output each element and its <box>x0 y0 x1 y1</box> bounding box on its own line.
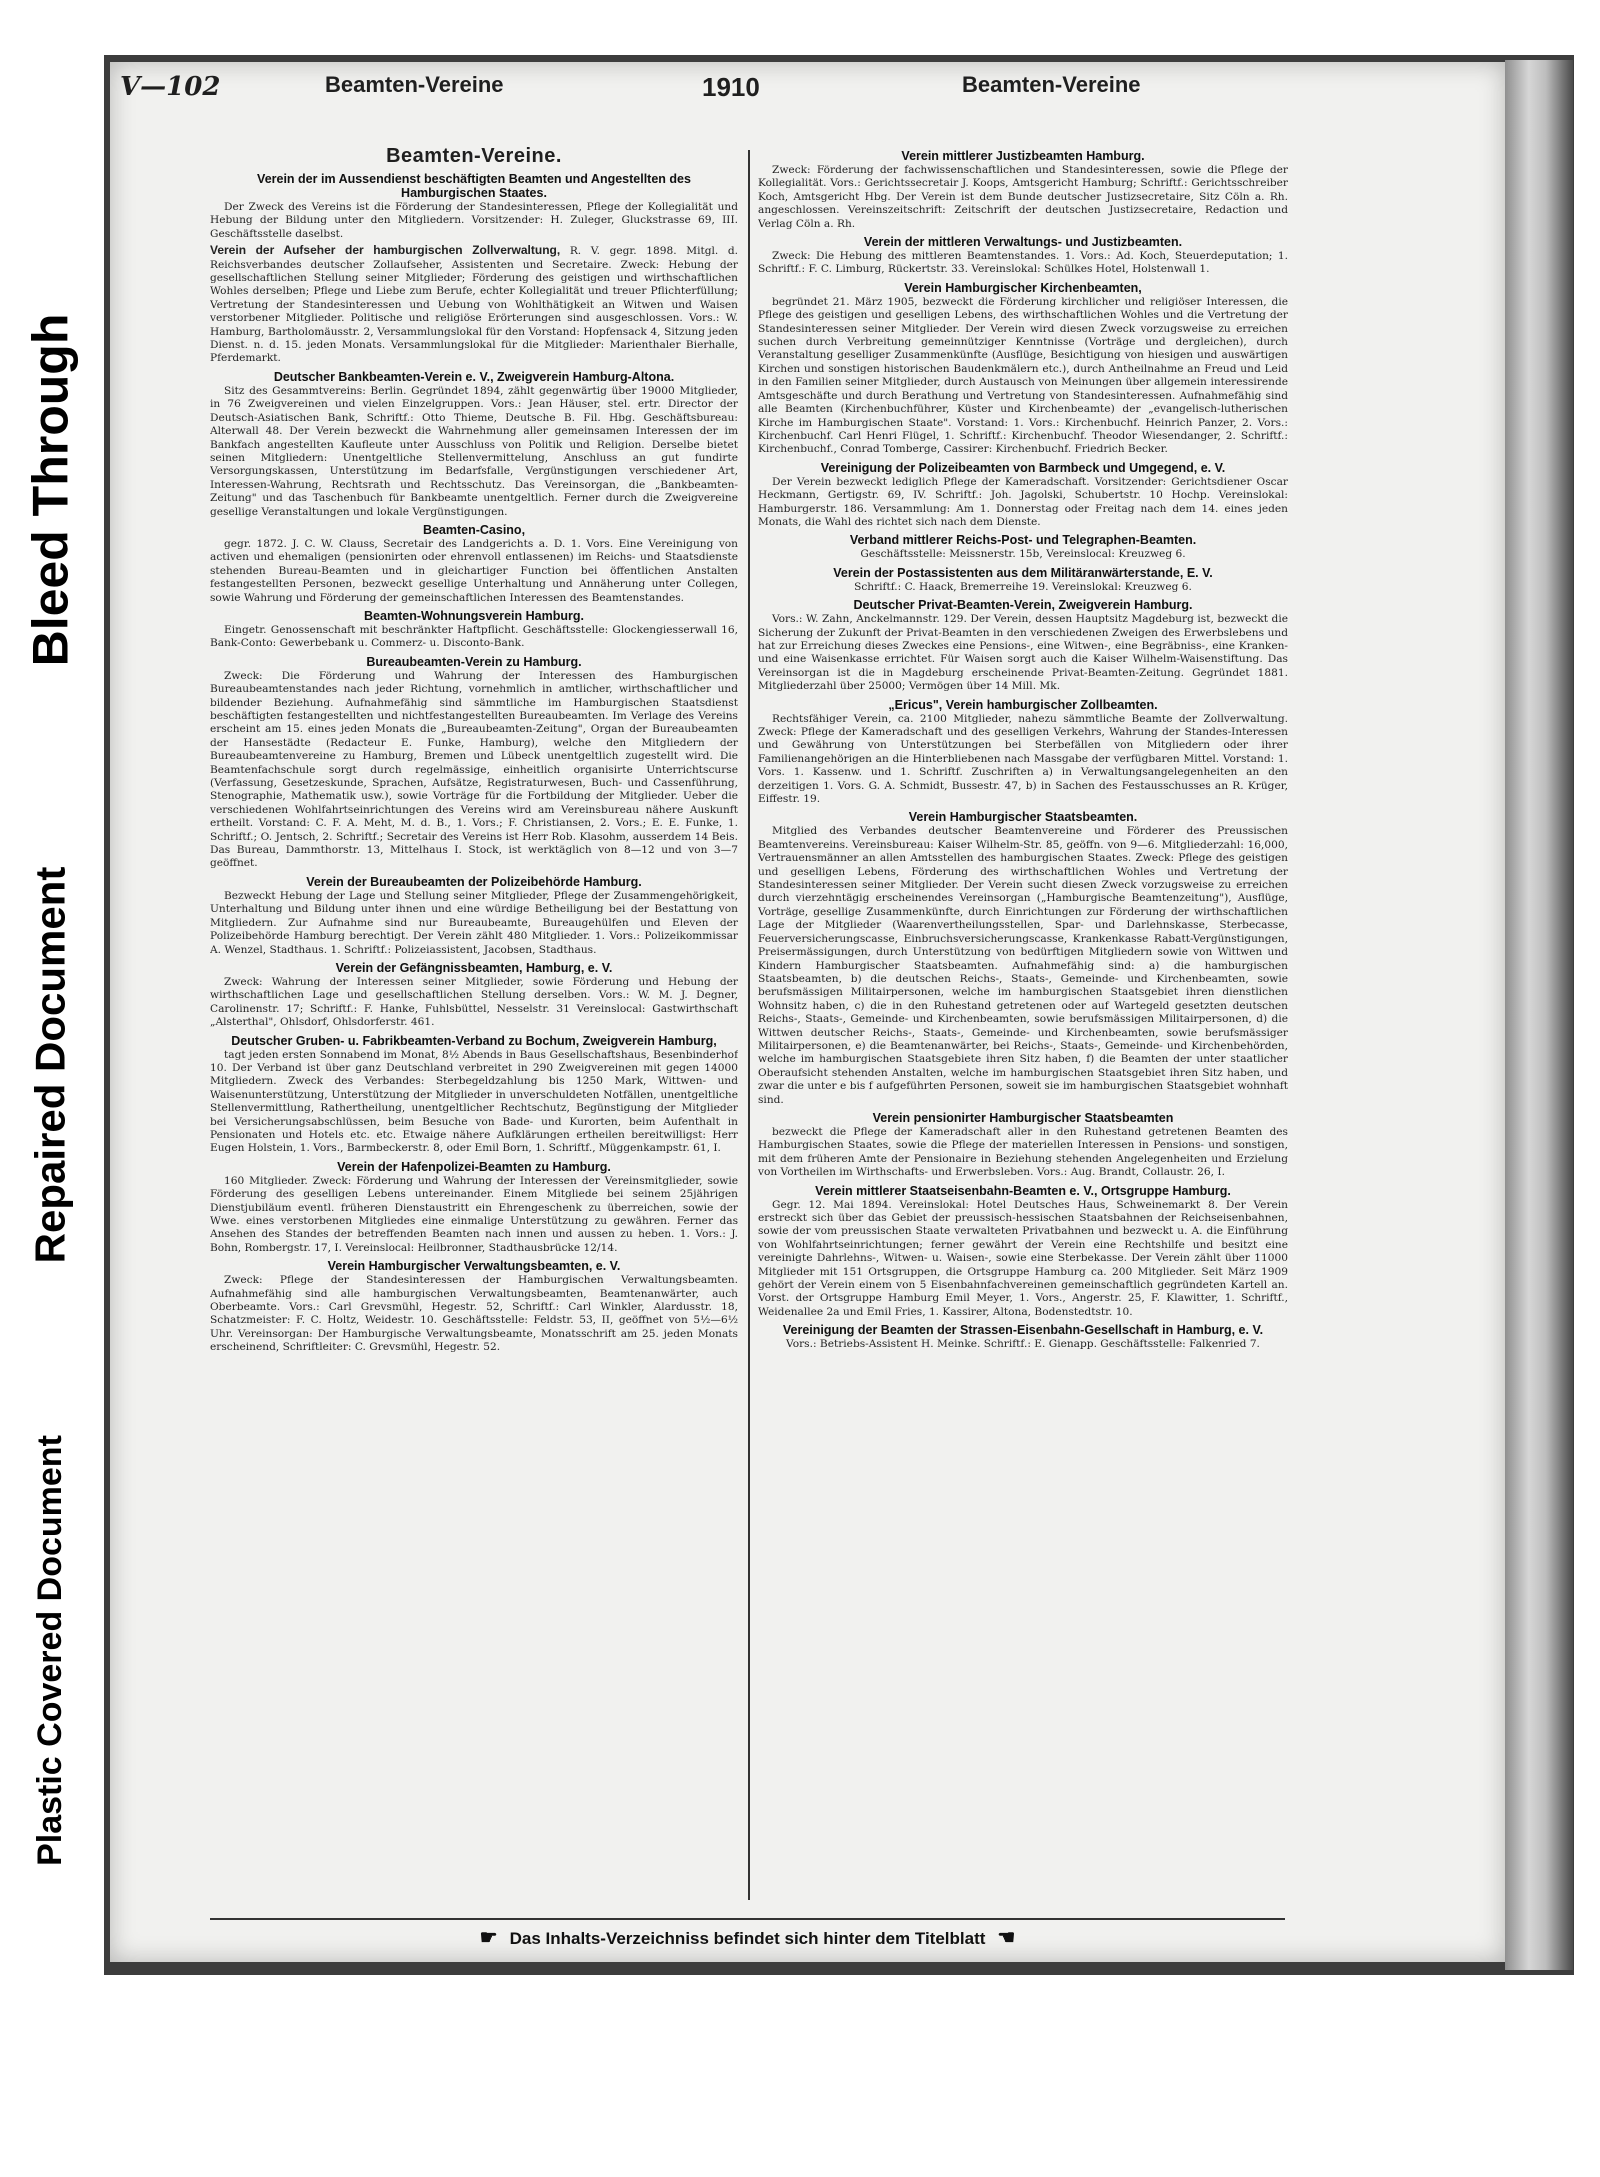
association-entry <box>210 244 738 366</box>
association-entry <box>758 566 1288 594</box>
association-description <box>210 244 738 366</box>
association-description: gegr. 1872. J. C. W. Clauss, Secretair des Landgerichts a. D. 1. Vors. Eine Vereinigung von activen und ehemaligen (pensionirten oder ehrenvoll entlassenen) im Reichs- und Staatsdienste stehenden Bureau-Beamten und in gleichartiger Function bei öffentlichen Anstalten festangestellten Personen, bezweckt gesellige Unterhaltung und Annäherung unter Collegen, sowie Wahrung und Förderung der gemeinschaftlichen Interessen des Beamtenstandes. <box>210 537 738 604</box>
running-head-right: Beamten-Vereine <box>962 72 1141 97</box>
association-title: Verein pensionirter Hamburgischer Staatsbeamten <box>872 1110 1174 1125</box>
association-entry <box>210 655 738 871</box>
association-title: Deutscher Gruben- u. Fabrikbeamten-Verband zu Bochum, Zweigverein Hamburg, <box>231 1033 717 1048</box>
running-head-year: 1910 <box>702 72 760 102</box>
association-entry <box>758 149 1288 231</box>
association-title: Verein mittlerer Justizbeamten Hamburg. <box>901 149 1145 163</box>
association-entry <box>210 370 738 519</box>
association-text: R. V. gegr. 1898. Mitgl. d. Reichsverbandes deutscher Zollaufseher, Assistenten und Secretaire. Zweck: Hebung der gesellschaftlichen Stellung seiner Mitglieder; Förderung des geistigen und wirthschaftlichen Wohles derselben; Pflege und Liebe zum Berufe, echter Kollegialität und treuer Pflichterfüllung; Vertretung der Standesinteressen und Uebung von Wohlthätigkeit an Witwen und Waisen verstorbener Mitglieder. Politische und religiöse Erörterungen sind ausgeschlossen. Vors.: W. Hamburg, Bartholomäusstr. 2, Versammlungslokal für den Vorstand: Hopfensack 4, Sitzung jeden Dienst. n. d. 15. jeden Monats. Versammlungslokal für die Mitglieder: Marienthaler Bierhalle, Pferdemarkt. <box>210 245 738 365</box>
association-entry <box>210 1034 738 1156</box>
association-description: tagt jeden ersten Sonnabend im Monat, 8½ Abends in Baus Gesellschaftshaus, Besenbinderhof 10. Der Verband ist über ganz Deutschland verbreitet in 290 Zweigvereinen mit gegen 14000 Mitgliedern. Zweck des Verbandes: Sterbegeldzahlung bis 1250 Mark, Wittwen- und Waisenunterstützung, Unterstützung der Mitglieder in unverschuldeten Notfällen, unentgeltliche Stellenvermittlung, Rathertheilung, unentgeltlicher Rechtschutz, Begünstigung der Mitglieder bei Versicherungsabschlüssen, beim Besuche von Bade- und Kurorten, beim Aufenthalt in Pensionaten und Hotels etc. etc. Etwaige nähere Aufklärungen ertheilen bereitwilligst: Herr Eugen Holstein, 1. Vors., Barmbeckerstr. 8, oder Emil Born, 1. Schriftf., Müggenkampstr. 61, I. <box>210 1048 738 1155</box>
association-title: Verein Hamburgischer Kirchenbeamten, <box>904 280 1142 295</box>
association-entry <box>758 598 1288 693</box>
association-entry <box>210 961 738 1030</box>
association-description: begründet 21. März 1905, bezweckt die Förderung kirchlicher und religiöser Interessen, die Pflege des geistigen und geselligen Lebens, des wirthschaftlichen Wohles und die Vertretung der Standesinteressen seiner Mitglieder. Der Verein wird diesen Zweck vorzugsweise zu erreichen suchen durch Verbreitung gemeinnütziger Kenntnisse (Vorträge und dergleichen), durch Veranstaltung geselliger Zusammenkünfte (Ausflüge, Besichtigung von hiesigen und auswärtigen Kirchen und sonstigen historischen Baudenkmälern etc.), durch Antheilnahme an Freud und Leid in den Familien seiner Mitglieder, durch Austausch von Meinungen über allgemein interessirende Amtsgeschäfte und durch Berathung und Vertretung von Standesinteressen. Aufnahmefähig sind alle Beamten (Kirchenbuchführer, Küster und Kirchenbeamte) der „evangelisch-lutherischen Kirche im Hamburgischen Staate". Vorstand: 1. Vors.: Kirchenbuchf. Heinrich Panzer, 2. Vors.: Kirchenbuchf. Carl Henri Flügel, 1. Schriftf.: Kirchenbuchf. Theodor Wiesendanger, 2. Schriftf.: Kirchenbuchf., Conrad Tomberge, Cassirer: Kirchenbuchf. Friedrich Becker. <box>758 295 1288 456</box>
association-title: Verein der Postassistenten aus dem Militäranwärterstande, E. V. <box>833 565 1213 580</box>
association-entry <box>758 461 1288 530</box>
association-title: Beamten-Wohnungsverein Hamburg. <box>364 608 584 623</box>
column-divider <box>748 150 750 1900</box>
association-title: „Ericus", Verein hamburgischer Zollbeamten. <box>888 697 1158 712</box>
association-entry <box>210 523 738 605</box>
bleed-through-label: Bleed Through <box>22 313 79 667</box>
association-description: Bezweckt Hebung der Lage und Stellung seiner Mitglieder, Pflege der Zusammengehörigkeit, Unterhaltung und Bildung unter ihnen und eine würdige Betheiligung bei der Bestattung von Mitgliedern. Zur Aufnahme sind nur Bureaubeamte, Bureaugehülfen und Eleven der Polizeibehörde Hamburg berechtigt. Der Verein zählt 480 Mitglieder. 1. Vors.: Polizeikommissar A. Wenzel, Stadthaus. 1. Schriftf.: Polizeiassistent, Jacobsen, Stadthaus. <box>210 889 738 956</box>
section-heading: Beamten-Vereine. <box>386 145 562 167</box>
repaired-document-label: Repaired Document <box>26 866 73 1264</box>
association-entry <box>210 1259 738 1354</box>
association-description: Zweck: Wahrung der Interessen seiner Mitglieder, sowie Förderung und Hebung der wirthschaftlichen Lage und gesellschaftlichen Stellung derselben. Vors.: W. M. J. Degner, Carolinenstr. 17; Schriftf.: F. Hanke, Fuhlsbüttel, Nesselstr. 31 Vereinslocal: Gastwirthschaft „Alsterthal", Ohlsdorf, Ohlsdorferstr. 461. <box>210 975 738 1029</box>
association-entry <box>758 698 1288 807</box>
running-head-left: Beamten-Vereine <box>325 72 504 97</box>
association-description: 160 Mitglieder. Zweck: Förderung und Wahrung der Interessen der Vereinsmitglieder, sowie Förderung des geselligen Lebens untereinander. Einem Mitgliede bei seinem 25jährigen Dienstjubiläum eventl. früheren Dienstaustritt ein Ehrengeschenk zu überreichen, sowie der Wwe. eines verstorbenen Mitgliedes eine einmalige Unterstützung zu gewähren. Ferner das Ansehen des Standes der betreffenden Beamten nach innen und aussen zu heben. 1. Vors.: J. Bohn, Rombergstr. 17, I. Vereinslocal: Heilbronner, Stadthausbrücke 12/14. <box>210 1174 738 1254</box>
association-entry <box>758 810 1288 1107</box>
association-title: Vereinigung der Beamten der Strassen-Eisenbahn-Gesellschaft in Hamburg, e. V. <box>782 1323 1264 1338</box>
association-title: Bureaubeamten-Verein zu Hamburg. <box>366 654 582 669</box>
association-description: Zweck: Pflege der Standesinteressen der Hamburgischen Verwaltungsbeamten. Aufnahmefähig sind alle hamburgischen Verwaltungsbeamten, Beamtenanwärter, auch Oberbeamte. Vors.: Carl Grevsmühl, Hegestr. 52, Schriftf.: Carl Winkler, Alardusstr. 18, Schatzmeister: F. C. Holtz, Weidestr. 10. Geschäftsstelle: Feldstr. 53, II, geöffnet von 5½—6½ Uhr. Vereinsorgan: Der Hamburgische Verwaltungsbeamte, Monatsschrift am 25. jeden Monats erscheinend, Schriftleiter: C. Grevsmühl, Hegestr. 52. <box>210 1274 738 1354</box>
left-column <box>210 145 738 1905</box>
association-description: Zweck: Die Hebung des mittleren Beamtenstandes. 1. Vors.: Ad. Koch, Steuerdeputation; 1. Schriftf.: F. C. Limburg, Rückertstr. 33. Vereinslokal: Schülkes Hotel, Holstenwall 1. <box>758 250 1288 276</box>
scan-edge <box>1505 60 1573 1970</box>
footer-rule <box>210 1918 1285 1920</box>
association-title: Verein Hamburgischer Staatsbeamten. <box>908 810 1138 825</box>
pointing-hand-right-icon: ☛ <box>479 1927 498 1949</box>
association-entry <box>758 1111 1288 1180</box>
association-description: bezweckt die Pflege der Kameradschaft aller in den Ruhestand getretenen Beamten des Hamburgischen Staates, sowie die Pflege der materiellen Interessen in Pensions- und sonstigen, mit dem früheren Amte der Pensionaire in Beziehung stehenden Angelegenheiten und Erzielung von Vortheilen im Wirthschafts- und Erwerbsleben. Vors.: Aug. Brandt, Collaustr. 26, I. <box>758 1125 1288 1179</box>
association-title: Verein Hamburgischer Verwaltungsbeamten, e. V. <box>327 1259 621 1274</box>
association-description: Rechtsfähiger Verein, ca. 2100 Mitglieder, nahezu sämmtliche Beamte der Zollverwaltung. Zweck: Pflege der Kameradschaft und des geselligen Verkehrs, Wahrung der Standes-Interessen und Gewährung von Unterstützungen bei Sterbefällen von Mitgliedern oder ihrer Familienangehörigen an die Hinterbliebenen nach Massgabe der verfügbaren Mittel. Vorstand: 1. Vors. 1. Kassenw. und 1. Schriftf. Zuschriften a) in Verwaltungsangelegenheiten an den derzeitigen 1. Vors. G. A. Schmidt, Bussestr. 47, b) in Sachen des Festausschusses an R. Krüger, Eiffestr. 19. <box>758 712 1288 806</box>
association-description: Geschäftsstelle: Meissnerstr. 15b, Vereinslocal: Kreuzweg 6. <box>860 548 1186 561</box>
association-title: Verein der Hafenpolizei-Beamten zu Hamburg. <box>337 1159 611 1174</box>
pointing-hand-left-icon: ☚ <box>997 1927 1016 1949</box>
association-entry <box>210 609 738 651</box>
association-description: Eingetr. Genossenschaft mit beschränkter Haftpflicht. Geschäftsstelle: Glockengiesserwall 16, Bank-Conto: Gewerbebank u. Commerz- u. Disconto-Bank. <box>210 623 738 650</box>
association-entry <box>758 1323 1288 1351</box>
association-title: Verein der Aufseher der hamburgischen Zollverwaltung, <box>210 243 561 258</box>
association-description: Der Verein bezweckt lediglich Pflege der Kameradschaft. Vorsitzender: Gerichtsdiener Oscar Heckmann, Gertigstr. 69, IV. Schriftf.: Joh. Jagolski, Schubertstr. 10 Hochp. Vereinslokal: Hamburgerstr. 186. Versammlung: Am 1. Donnerstag oder Freitag nach dem 14. eines jeden Monats, die Wahl des richtet sich nach dem Dienste. <box>758 475 1288 528</box>
association-title: Verein der im Aussendienst beschäftigten Beamten und Angestellten des Hamburgischen Staates. <box>257 172 691 200</box>
association-description: Vors.: Betriebs-Assistent H. Meinke. Schriftf.: E. Gienapp. Geschäftsstelle: Falkenried 7. <box>786 1338 1260 1351</box>
association-description: Der Zweck des Vereins ist die Förderung der Standesinteressen, Pflege der Kollegialität und Hebung der Bildung unter den Mitgliedern. Vorsitzender: H. Zuleger, Gluckstrasse 69, III. Geschäftsstelle daselbst. <box>210 201 738 240</box>
association-title: Deutscher Bankbeamten-Verein e. V., Zweigverein Hamburg-Altona. <box>273 369 675 384</box>
association-entry <box>210 875 738 957</box>
association-title: Verein mittlerer Staatseisenbahn-Beamten e. V., Ortsgruppe Hamburg. <box>815 1183 1231 1198</box>
association-title: Verein der mittleren Verwaltungs- und Justizbeamten. <box>863 235 1183 250</box>
association-title: Vereinigung der Polizeibeamten von Barmbeck und Umgegend, e. V. <box>820 460 1226 475</box>
page-number: V—102 <box>120 72 221 102</box>
association-entry <box>210 172 738 241</box>
association-title: Deutscher Privat-Beamten-Verein, Zweigverein Hamburg. <box>853 598 1193 613</box>
plastic-covered-label: Plastic Covered Document <box>30 1434 69 1866</box>
association-title: Verband mittlerer Reichs-Post- und Telegraphen-Beamten. <box>849 533 1197 548</box>
association-description: Gegr. 12. Mai 1894. Vereinslokal: Hotel Deutsches Haus, Schweinemarkt 8. Der Verein erstreckt sich über das Gebiet der preussisch-hessischen Staatsbahnen der Reichseisenbahnen, sowie der vom preussischen Staate verwalteten Privatbahnen und bezweckt u. A. die Einführung von Wohlfahrtseinrichtungen; ferner gewährt der Verein eine Rechtshilfe und besitzt eine vereinigte Dahrlehns-, Witwen- u. Waisen-, sowie eine Sterbekasse. Der Verein zählt über 11000 Mitglieder mit 151 Ortsgruppen, die Ortsgruppe Hamburg ca. 200 Mitglieder. Seit März 1909 gehört der Verein einem von 5 Eisenbahnfachvereinen gemeinschaftlich gegründeten Kartell an. Vorst. der Ortsgruppe Hamburg Emil Meyer, 1. Vors., Angerstr. 25, F. Klawitter, 1. Schriftf., Weidenallee 2a und Emil Fries, 1. Kassirer, Altona, Bodenstedtstr. 10. <box>758 1198 1288 1318</box>
association-description: Vors.: W. Zahn, Anckelmannstr. 129. Der Verein, dessen Hauptsitz Magdeburg ist, bezweckt die Sicherung der Zukunft der Privat-Beamten in den verschiedenen Zweigen des Erwerbslebens und hat zur Erreichung dieses Zweckes eine Pensions-, eine Witwen-, eine Begräbniss-, eine Kranken- und eine Waisenkasse errichtet. Für Waisen sorgt auch die Kaiser Wilhelm-Waisenstiftung. Das Vereinsorgan ist die in Magdeburg erscheinende Privat-Beamten-Zeitung. Gegründet 1881. Mitgliederzahl über 25000; Vermögen über 14 Mill. Mk. <box>758 613 1288 693</box>
association-entry <box>210 1160 738 1255</box>
association-description: Sitz des Gesammtvereins: Berlin. Gegründet 1894, zählt gegenwärtig über 19000 Mitglieder, in 76 Zweigvereinen und vielen Einzelgruppen. Vors.: Jean Häuser, stel. ertr. Director der Deutsch-Asiatischen Bank, Schriftf.: Otto Thieme, Deutsche B. Fil. Hbg. Geschäftsbureau: Alterwall 48. Der Verein bezweckt die Wahrnehmung aller gemeinsamen Interessen der im Bankfach angestellten Kaufleute unter Ausschluss von Politik und Religion. Derselbe bietet seinen Mitgliedern: Unentgeltliche Stellenvermittelung, Anschluss an gut fundirte Versorgungskassen, Unterstützung im Bedarfsfalle, Vergünstigungen verschiedener Art, Interessen-Wahrung, Rechtsrath und Rechtsschutz. Das Vereinsorgan, die „Bankbeamten-Zeitung" und das Taschenbuch für Bankbeamte unentgeltlich. Ferner durch die Zweigvereine gesellige Veranstaltungen und lokale Vergünstigungen. <box>210 384 738 518</box>
association-description: Mitglied des Verbandes deutscher Beamtenvereine und Förderer des Preussischen Beamtenvereins. Vereinsbureau: Kaiser Wilhelm-Str. 85, geöffn. von 9—6. Mitgliederzahl: 16,000, Vertrauensmänner an allen Amtsstellen des hamburgischen Staates. Zweck: Pflege des geistigen und geselligen Lebens, Förderung des wirthschaftlichen Wohles und Vertretung der Standesinteressen seiner Mitglieder. Der Verein sucht diesen Zweck vorzugsweise zu erreichen durch vierzehntägig erscheinendes Vereinsorgan („Hamburgische Beamtenzeitung"), Ausflüge, Vorträge, gesellige Zusammenkünfte, durch Einrichtungen zur Förderung der wirthschaftlichen Lage der Mitglieder (Waarenvertheilungsstellen, Spar- und Darlehnskasse, Sterbecasse, Feuerversicherungscasse, Einbruchsversicherungscasse, Krankenkasse Rabatt-Vergünstigungen, Preisermässigungen, durch Unterstützung von bedürftigen Mitgliedern sowie von Wittwen und Kindern Hamburgischer Staatsbeamten. Aufnahmefähig sind: a) die hamburgischen Staatsbeamten, b) die deutschen Reichs-, Staats-, Gemeinde- und Kirchenbeamten, sowie berufsmässigen Militairpersonen, welche im hamburgischen Staatsgebiet ihren dienstlichen Wohnsitz haben, c) die in den Ruhestand getretenen oder auf Wartegeld gesetzten deutschen Reichs-, Staats-, Gemeinde- und Kirchenbeamten, sowie berufsmässigen Militairpersonen, d) die Wittwen deutscher Reichs-, Staats-, Gemeinde- und Kirchenbeamten, sowie berufsmässiger Militairpersonen, e) die Beamtenanwärter, bei Reichs-, Staats-, Gemeinde- und Kirchenbehörden, welche im hamburgischen Staatsgebiete ihren Sitz haben, f) die Beamten der unter staatlicher Oberaufsicht stehenden Anstalten, welche im hamburgischen Staatsgebiet ihren Sitz haben, und zwar die unter e bis f aufgeführten Personen, soweit sie im hamburgischen Staatsgebiet wohnhaft sind. <box>758 825 1288 1106</box>
association-entry <box>758 281 1288 457</box>
association-description: Zweck: Die Förderung und Wahrung der Interessen des Hamburgischen Bureaubeamtenstandes nach jeder Richtung, vornehmlich in amtlicher, wirthschaftlicher und bildender Beziehung. Aufnahmefähig sind sämmtliche im Hamburgischen Staatsdienst beschäftigten festangestellten und nichtfestangestellten Bureaubeamten. Im Verlage des Vereins erscheint am 15. eines jeden Monats die „Bureaubeamten-Zeitung", Organ der Bureaubeamten der Hansestädte (Redacteur E. Funke, Hamburg), welche den Mitgliedern der Bureaubeamtenvereine zu Hamburg, Bremen und Lübeck unentgeltlich zugestellt wird. Die Beamtenfachschule sorgt durch regelmässige, einheitlich organisirte Unterrichtscurse (Verfassung, Gesetzeskunde, Sprachen, Aufsätze, Registraturwesen, Buch- und Cassenführung, Stenographie, Mathematik usw.), sowie Vorträge für die Fortbildung der Mitglieder. Ueber die verschiedenen Wohlfahrtseinrichtungen des Vereins wird am Vereinsbureau nähere Auskunft ertheilt. Vorstand: C. F. A. Meht, M. d. B., 1. Vors.; F. Christiansen, 2. Vors.; E. E. Funke, 1. Schriftf.; O. Jentsch, 2. Schriftf.; Secretair des Vereins ist Herr Rob. Klasohm, ausserdem 14 Beis. Das Bureau, Dammthorstr. 13, Mittelhaus I. Stock, ist werktäglich von 8—12 und von 3—7 geöffnet. <box>210 669 738 870</box>
association-description: Schriftf.: C. Haack, Bremerreihe 19. Vereinslokal: Kreuzweg 6. <box>854 580 1192 593</box>
association-entry <box>758 1184 1288 1320</box>
association-title: Beamten-Casino, <box>422 522 526 537</box>
footer-note <box>210 1925 1285 1950</box>
right-column <box>758 145 1288 1885</box>
footer-text: Das Inhalts-Verzeichniss befindet sich hinter dem Titelblatt <box>509 1929 986 1948</box>
association-description: Zweck: Förderung der fachwissenschaftlichen und Standesinteressen, sowie die Pflege der Kollegialität. Vors.: Gerichtssecretair J. Koops, Amtsgericht Hamburg; Schriftf.: Gerichtsschreiber Koch, Amtsgericht Hbg. Der Verein ist dem Bunde deutscher Justizsecretaire, Sitz Cöln a. Rh. angeschlossen. Vereinszeitschrift: Zeitschrift der deutschen Justizsecretaire, Redaction und Verlag Cöln a. Rh. <box>758 164 1288 230</box>
association-entry <box>758 235 1288 277</box>
association-entry <box>758 533 1288 561</box>
association-title: Verein der Bureaubeamten der Polizeibehörde Hamburg. <box>306 874 642 889</box>
association-title: Verein der Gefängnissbeamten, Hamburg, e. V. <box>335 960 613 975</box>
